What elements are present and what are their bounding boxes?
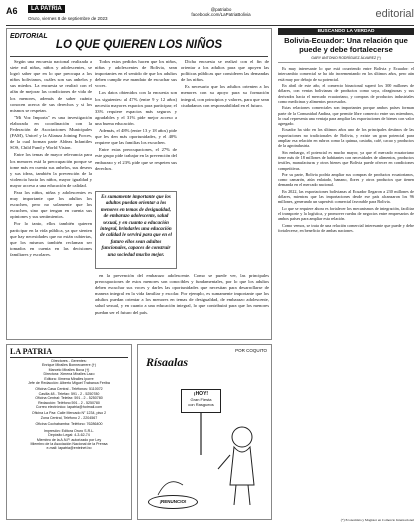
masthead-line: Jefe de Redacción: Alberto Miguel Trabanca Feriba — [28, 381, 110, 386]
sign-line-3: con Rasgueos — [188, 402, 214, 407]
paragraph: Dicha encuesta se realizó con el fin de orientar a los adultos para que apoyen las políticas públicas que consideren las demandas de los niños. — [181, 59, 269, 83]
masthead-line: Marcelo Miralles Bova (†) — [48, 367, 90, 372]
masthead-line: Oficina Central: Telefax: 591 - 2 - 5250780 — [35, 396, 103, 401]
paragraph: Lo que se requiere ahora es fortalecer los mecanismos de integración, facilitar el transporte y la logística, y promover ruedas de negocios entre empresarios de ambos países para ampliar esta relación. — [278, 205, 414, 222]
sign-line-1: ¡HOY! — [193, 391, 209, 397]
paragraph: Por lo tanto, ellos también quieren participar en la vida pública, ya que sienten que hay necesidades que no están cubiertas, que los mismos también reclaman ser tomados en cuenta en las decisiones familiares y escolares. — [10, 221, 92, 257]
editorial-column-1 — [10, 59, 92, 337]
masthead-line: Impresión: Editora Oruro S.R.L. — [43, 428, 95, 433]
party-sign — [181, 389, 221, 413]
paragraph: "Mi Voz Importa" es una investigación elaborada en coordinación con la Federación de Asociaciones Municipales (FAM), Unicef y la Alianza Joining Forces, de la cual forman parte Aldeas Infantiles SOS, Child Fund y World Vision. — [10, 114, 92, 151]
masthead-line: Enrique Miralles Bonnecarrere (†) — [42, 363, 96, 368]
paragraph: Sin embargo, el potencial es mucho mayor, ya que el mercado ecuatoriano tiene más de 18 millones de habitantes con necesidades de alimentos, productos textiles, manufacturas y otros bienes que Bolivia puede ofrecer en condiciones competitivas. — [278, 149, 414, 171]
editorial-bottom-text — [95, 273, 269, 337]
column-body — [278, 66, 414, 506]
paragraph: En 2022, las exportaciones bolivianas al Ecuador llegaron a 230 millones de dólares, mientras que las importaciones desde ese país alcanzaron los 96 millones, generando un superávit comercial favorable para Bolivia. — [278, 188, 414, 205]
masthead-line: Directores - Gerentes: — [51, 359, 87, 363]
masthead-line: Casilla 48 - Telefax: 591 - 2 - 5250780 — [38, 391, 100, 396]
editorial-box — [6, 28, 272, 340]
column-footnote: (*) Economista y Magíster en Comercio Internacional — [340, 518, 414, 522]
paragraph: Es necesario que los adultos orienten a los menores con su apoyo para su formación integral, con principios y valores, para que sean ciudadanos con responsabilidad en el futuro. — [181, 84, 269, 108]
paragraph: En abril de este año, el comercio binacional superó los 300 millones de dólares, con ventas bolivianas de productos como soya, oleaginosas y sus derivados hacia el mercado ecuatoriano, y compras de productos industriales como medicinas y alimentos procesados. — [278, 83, 414, 104]
masthead-line: Oficina La Paz: Calle Mercado N° 1234, piso 2 — [31, 411, 107, 416]
dateline: Oruro, viernes 8 de septiembre de 2023 — [28, 16, 108, 21]
contact-info — [181, 7, 261, 17]
paragraph: Estas relaciones comerciales son importantes porque ambos países forman parte de la Comunidad Andina, que permite libre comercio entre sus miembros, lo cual representa una ventaja para ampliar las exportaciones de bienes con valor agregado. — [278, 105, 414, 127]
contact-line-1: @patriabo — [210, 7, 232, 12]
column-byline: GARY ANTONIO RODRÍGUEZ ÁLVAREZ (*) — [278, 56, 414, 63]
masthead-line: e-mail: lapatria@entelnet.bo — [46, 446, 92, 451]
column-title: Bolivia-Ecuador: Una relación que puede y debe fortalecerse — [284, 36, 408, 54]
masthead-line: Depósito Legal: 4-3-62-74 — [48, 433, 90, 438]
section-label: editorial — [375, 8, 414, 20]
paragraph: Ecuador ha sido en los últimos años uno de los principales destinos de las exportaciones no tradicionales de Bolivia, y existe un gran potencial para ampliar esa relación en rubros como la quinua, castaña, café, cacao y productos de la agroindustria. — [278, 127, 414, 149]
paragraph: Entre estas preocupaciones, el 27% de este grupo pide trabajar en la prevención del embarazo y el 23% pide que se respeten sus derechos. — [95, 147, 177, 171]
masthead-box — [6, 344, 132, 520]
title-divider — [10, 56, 268, 57]
contact-line-2: facebook.com/LaPatriaBolivia — [191, 12, 251, 17]
masthead-line: Directora: Ximena Miralles Lazo — [43, 372, 95, 377]
masthead-line: Redacción: Teléfono 591 - 2 - 5250780 — [38, 400, 100, 405]
sign-line-2: Gran Fiesta — [190, 397, 212, 402]
paragraph: Los datos obtenidos con la encuesta son los siguientes: al 47% (entre 9 y 12 años) necesita mayores espacios para participar; el 33% requiere espacios más seguros y agradables y el 31% pide mejor acceso a una buena educación. — [95, 90, 177, 126]
cartoon-panel — [137, 344, 272, 520]
speech-bubble: ¡RENUNCIO! — [148, 495, 198, 509]
masthead-line: Miembro de la A.N.P. autorizado por Ley — [36, 437, 102, 442]
editorial-column-2 — [95, 59, 177, 189]
editorial-title: LO QUE QUIEREN LOS NIÑOS — [55, 39, 223, 51]
editorial-tag: EDITORIAL — [10, 33, 48, 40]
paragraph: Para los niños, niñas y adolescentes es muy importante que los adultos los escuchen, pero no solamente que los escuchen, sino que tengan en cuenta sus opiniones y sus sentimientos. — [10, 189, 92, 220]
editorial-column-3 — [181, 59, 269, 269]
cartoon-credit: POR COQUITO — [235, 348, 267, 353]
paragraph: Como vemos, se trata de una relación comercial interesante que puede y debe fortalecerse, en beneficio de ambas naciones. — [278, 222, 414, 233]
masthead-line: Correo electrónico: lapatria@hotmail.com — [35, 405, 103, 410]
opinion-column — [278, 28, 414, 522]
paragraph: Además, el 48% (entre 13 y 18 años) pide que les den más oportunidades, y el 40% requiere que las familias los escuchen. — [95, 128, 177, 146]
paragraph: Según una encuesta nacional realizada a siete mil niñas, niños y adolescentes, se logró saber que en lo que preocupa a los niños bolivianos, cuáles son sus anhelos y sus miedos. La encuesta se realizó con el afán de mejorar las condiciones de vida de los menores, además de saber cuánto conocen acerca de sus derechos y si los mismos se respetan. — [10, 59, 92, 113]
paragraph: en la prevención del embarazo adolescente. Como se puede ver, las principales preocupaciones de estos menores son conocibles y fundamentales, por lo que los adultos deben escuchar sus voces y darles las oportunidades que necesitan para desarrollarse de manera integral en la vida familiar y escolar. Por ejemplo, es sumamente importante que los adultos puedan orientar a los menores en temas de desigualdad, de embarazo adolescente, salud sexual, y en cuanto a una educación integral, lo que contribuirá para que los menores puedan ser el futuro del país. — [95, 273, 269, 315]
newspaper-logo: LA PATRIA — [28, 5, 65, 13]
paragraph: Todos estos pedidos hacen que los niños, niñas y adolescentes de Bolivia, sean importantes en el sentido de que los adultos deben cumplir ese mandato de escuchar sus voces. — [95, 59, 177, 89]
masthead-logo: LA PATRIA — [10, 347, 128, 358]
page-header — [6, 4, 414, 26]
masthead-line: Oficina Cochabamba: Teléfono: 76286400 — [35, 422, 103, 427]
masthead-lines — [10, 359, 128, 451]
paragraph: Es muy interesante lo que está ocurriendo entre Bolivia y Ecuador: el intercambio comercial se ha ido incrementando en los últimos años, pero aún está muy por debajo de su potencial. — [278, 66, 414, 82]
paragraph: Por su parte, Bolivia podría ampliar sus compras de productos ecuatorianos, como camarón, atún enlatado, banano, flores y otros productos que tienen demanda en el mercado nacional. — [278, 171, 414, 188]
masthead-line: Oficina Casa Central - Teléfonos: 5110072 — [35, 387, 103, 392]
page-number: A6 — [6, 6, 18, 16]
cartoon-drawing — [138, 345, 273, 521]
masthead-line: Miembro de la Asociación Nacional de la Prensa — [30, 441, 108, 446]
pull-quote: Es sumamente importante que los adultos puedan orientar a los menores en temas de desigualdad, de embarazo adolescente, salud sexual, y en cuanto a educación integral, brindarles una educación de calidad le servirá para que en el futuro ellos sean adultos funcionales, capaces de construir una sociedad mucho mejor. — [95, 191, 177, 269]
column-band: BUSCANDO LA VERDAD — [278, 28, 414, 35]
paragraph: Entre los temas de mayor relevancia para los menores está la preocupación porque se tome más en cuenta sus anhelos, sus deseos y sus ideas, también la prevención de la violencia hacia los niños, mayor igualdad y mayor acceso a una educación de calidad. — [10, 152, 92, 188]
cartoon-brand: Rísaalas — [146, 355, 189, 369]
masthead-line: Zona Central, Teléfono 2 - 2204567 — [40, 415, 98, 420]
masthead-line: Editora: Ximena Miralles Iporre — [44, 376, 94, 381]
